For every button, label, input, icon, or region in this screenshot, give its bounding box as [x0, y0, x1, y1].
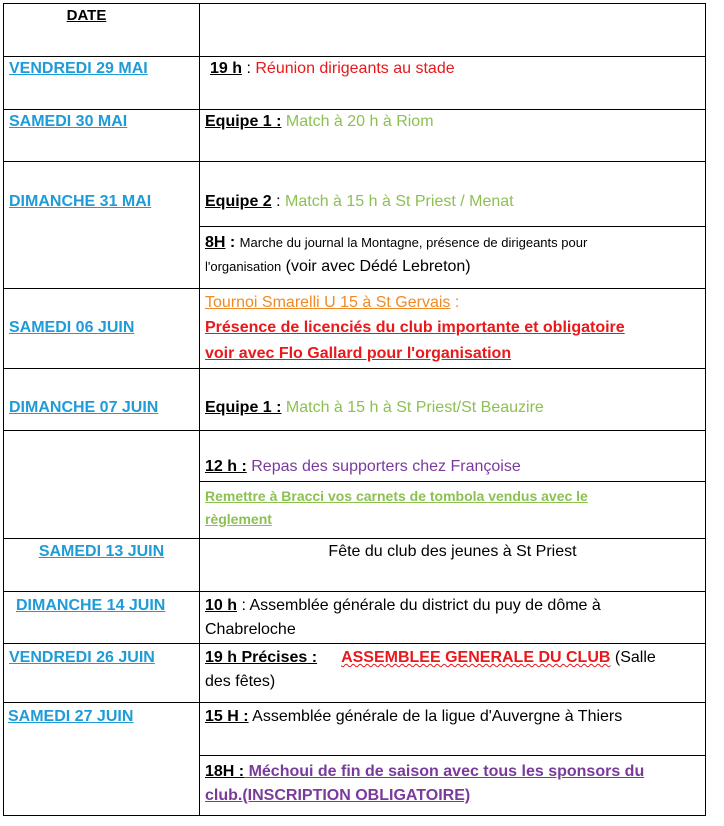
row-date: SAMEDI 06 JUIN [9, 319, 135, 336]
row-date: DIMANCHE 14 JUIN [16, 597, 166, 614]
event-tournament: Tournoi Smarelli U 15 à St Gervais [205, 294, 451, 311]
table-row [4, 539, 706, 592]
table-row [4, 110, 706, 162]
event-cell: 19 h : Réunion dirigeants au stade [200, 57, 706, 110]
date-cell [4, 644, 200, 703]
table-row [4, 162, 706, 227]
date-cell [4, 57, 200, 110]
row-date: VENDREDI 26 JUIN [9, 649, 155, 666]
table-row [4, 703, 706, 756]
table-row [4, 431, 706, 482]
event-text: Repas des supporters chez Françoise [246, 458, 521, 475]
event-team-label: Equipe 2 [205, 193, 272, 210]
event-notice-line-1: Présence de licenciés du club importante et obligatoire [205, 319, 625, 336]
row-date: DIMANCHE 07 JUIN [9, 399, 159, 416]
table-row [4, 369, 706, 431]
date-cell [4, 110, 200, 162]
event-time: 10 h [205, 597, 238, 614]
event-cell: 10 h : Assemblée générale du district du puy de dôme à Chabreloche [200, 592, 706, 644]
event-cell [200, 482, 706, 539]
table-row [4, 644, 706, 703]
event-text: Méchoui de fin de saison avec tous les sponsors du [244, 763, 645, 780]
event-reminder-line-1: Remettre à Bracci vos carnets de tombola vendus avec le [205, 488, 588, 504]
date-cell-empty [4, 431, 200, 539]
event-text: Assemblée générale de la ligue d'Auvergne à Thiers [248, 708, 623, 725]
event-time: 19 h [210, 60, 243, 77]
header-event-cell [200, 4, 706, 57]
table-row [4, 289, 706, 369]
event-time: 18H : [205, 763, 245, 780]
event-cell: Tournoi Smarelli U 15 à St Gervais : Présence de licenciés du club importante et obligatoire voir avec Flo Gallard pour l'organisation [200, 289, 706, 369]
date-cell [4, 162, 200, 289]
event-cell [200, 369, 706, 431]
event-notice-line-2: voir avec Flo Gallard pour l'organisation [205, 345, 512, 362]
table-row [4, 57, 706, 110]
event-text: Match à 20 h à Riom [281, 113, 434, 130]
event-cell: 19 h Précises : ASSEMBLEE GENERALE DU CLUB (Salle des fêtes) [200, 644, 706, 703]
event-team-label: Equipe 1 : [205, 399, 282, 416]
table-header-row [4, 4, 706, 57]
event-cell [200, 431, 706, 482]
event-time: 8H [205, 234, 226, 251]
event-text: Marche du journal la Montagne, présence de dirigeants pour [239, 235, 588, 250]
event-text: Fête du club des jeunes à St Priest [328, 543, 577, 560]
event-reminder-line-2: règlement [205, 511, 272, 527]
event-time: 15 H : [205, 708, 249, 725]
event-text: Assemblée générale du district du puy de dôme à [249, 597, 601, 614]
event-time: 19 h Précises : [205, 649, 318, 666]
event-team-label: Equipe 1 : [205, 113, 282, 130]
event-cell: Equipe 2 : Match à 15 h à St Priest / Menat [200, 162, 706, 227]
event-cell: 18H : Méchoui de fin de saison avec tous les sponsors du club.(INSCRIPTION OBLIGATOIRE) [200, 756, 706, 816]
agenda-table [3, 3, 706, 816]
date-cell [4, 592, 200, 644]
event-general-assembly: ASSEMBLEE GENERALE DU CLUB [341, 649, 611, 666]
event-text: Match à 15 h à St Priest/St Beauzire [281, 399, 544, 416]
row-date: SAMEDI 13 JUIN [38, 543, 165, 560]
table-row [4, 592, 706, 644]
date-cell [4, 703, 200, 816]
event-cell [200, 110, 706, 162]
row-date: SAMEDI 27 JUIN [8, 708, 134, 725]
row-date: VENDREDI 29 MAI [9, 60, 148, 77]
date-cell [4, 289, 200, 369]
row-date: SAMEDI 30 MAI [9, 113, 128, 130]
event-cell [200, 703, 706, 756]
date-cell [4, 369, 200, 431]
header-date-cell [4, 4, 200, 57]
event-cell: 8H : Marche du journal la Montagne, présence de dirigeants pour l'organisation (voir avec Dédé Lebreton) [200, 227, 706, 289]
date-cell [4, 539, 200, 592]
header-date-label: DATE [66, 7, 107, 24]
event-time: 12 h : [205, 458, 247, 475]
row-date: DIMANCHE 31 MAI [9, 193, 152, 210]
event-text: Match à 15 h à St Priest / Menat [285, 193, 514, 210]
event-cell [200, 539, 706, 592]
event-text: Réunion dirigeants au stade [255, 60, 455, 77]
